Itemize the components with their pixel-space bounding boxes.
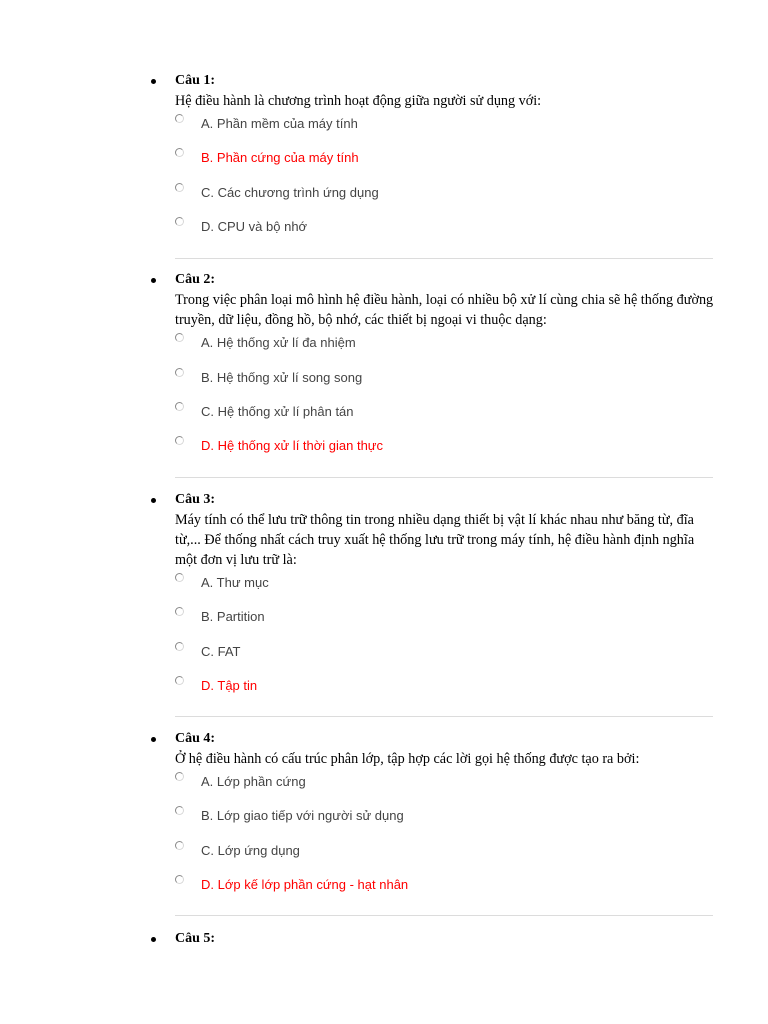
option-d[interactable] (175, 875, 735, 895)
radio-button[interactable] (175, 368, 184, 377)
option-label: A. Phần mềm của máy tính (201, 116, 358, 131)
question-title: Câu 1: (175, 73, 216, 88)
option-label: B. Lớp giao tiếp với người sử dụng (201, 808, 404, 823)
option-a[interactable] (175, 573, 735, 593)
option-label: A. Lớp phần cứng (201, 774, 306, 789)
option-label: B. Hệ thống xử lí song song (201, 370, 363, 385)
question-text: Ở hệ điều hành có cấu trúc phân lớp, tập hợp các lời gọi hệ thống được tạo ra bởi: (175, 751, 640, 767)
option-label: D. CPU và bộ nhớ (201, 219, 308, 234)
question-text: Trong việc phân loại mô hình hệ điều hành, loại có nhiều bộ xử lí cùng chia sẽ hệ thống đường truyền, dữ liệu, đồng hồ, bộ nhớ, các thiết bị ngoại vi thuộc dạng: (175, 292, 714, 328)
bullet-icon (151, 278, 156, 283)
radio-button[interactable] (175, 676, 184, 685)
radio-button[interactable] (175, 772, 184, 781)
option-label: C. Các chương trình ứng dụng (201, 185, 379, 200)
radio-button[interactable] (175, 642, 184, 651)
divider (175, 258, 713, 259)
option-c[interactable] (175, 642, 735, 662)
radio-button[interactable] (175, 217, 184, 226)
option-b[interactable] (175, 806, 735, 826)
option-a[interactable] (175, 772, 735, 792)
option-label: B. Partition (201, 609, 265, 624)
radio-button[interactable] (175, 841, 184, 850)
question-text: Hệ điều hành là chương trình hoạt động giữa người sử dụng với: (175, 93, 542, 109)
question-title: Câu 3: (175, 492, 216, 507)
bullet-icon (151, 737, 156, 742)
option-label: A. Thư mục (201, 575, 269, 590)
question-text: Máy tính có thể lưu trữ thông tin trong nhiều dạng thiết bị vật lí khác nhau như băng từ, đĩa từ,... Để thống nhất cách truy xuất hệ thống lưu trữ trong máy tính, hệ điều hành định nghĩa một đơn vị lưu trữ là: (175, 512, 695, 568)
radio-button[interactable] (175, 183, 184, 192)
option-label: C. Lớp ứng dụng (201, 843, 300, 858)
option-d[interactable] (175, 676, 735, 696)
option-label-correct: D. Hệ thống xử lí thời gian thực (201, 438, 384, 453)
radio-button[interactable] (175, 114, 184, 123)
question-title: Câu 5: (175, 931, 216, 946)
option-label: A. Hệ thống xử lí đa nhiệm (201, 335, 356, 350)
radio-button[interactable] (175, 806, 184, 815)
bullet-icon (151, 937, 156, 942)
option-c[interactable] (175, 183, 735, 203)
divider (175, 915, 713, 916)
option-label-correct: B. Phần cứng của máy tính (201, 150, 359, 165)
option-a[interactable] (175, 114, 735, 134)
option-b[interactable] (175, 148, 735, 168)
radio-button[interactable] (175, 402, 184, 411)
radio-button[interactable] (175, 333, 184, 342)
option-c[interactable] (175, 402, 735, 422)
option-d[interactable] (175, 217, 735, 237)
divider (175, 477, 713, 478)
radio-button[interactable] (175, 875, 184, 884)
option-b[interactable] (175, 368, 735, 388)
radio-button[interactable] (175, 148, 184, 157)
option-label-correct: D. Lớp kế lớp phần cứng - hạt nhân (201, 877, 409, 892)
question-title: Câu 2: (175, 272, 216, 287)
bullet-icon (151, 498, 156, 503)
option-label: C. Hệ thống xử lí phân tán (201, 404, 354, 419)
option-d[interactable] (175, 436, 735, 456)
radio-button[interactable] (175, 607, 184, 616)
option-b[interactable] (175, 607, 735, 627)
option-a[interactable] (175, 333, 735, 353)
divider (175, 716, 713, 717)
question-title: Câu 4: (175, 731, 216, 746)
bullet-icon (151, 79, 156, 84)
option-label-correct: D. Tập tin (201, 678, 258, 693)
radio-button[interactable] (175, 436, 184, 445)
radio-button[interactable] (175, 573, 184, 582)
option-c[interactable] (175, 841, 735, 861)
option-label: C. FAT (201, 644, 241, 659)
